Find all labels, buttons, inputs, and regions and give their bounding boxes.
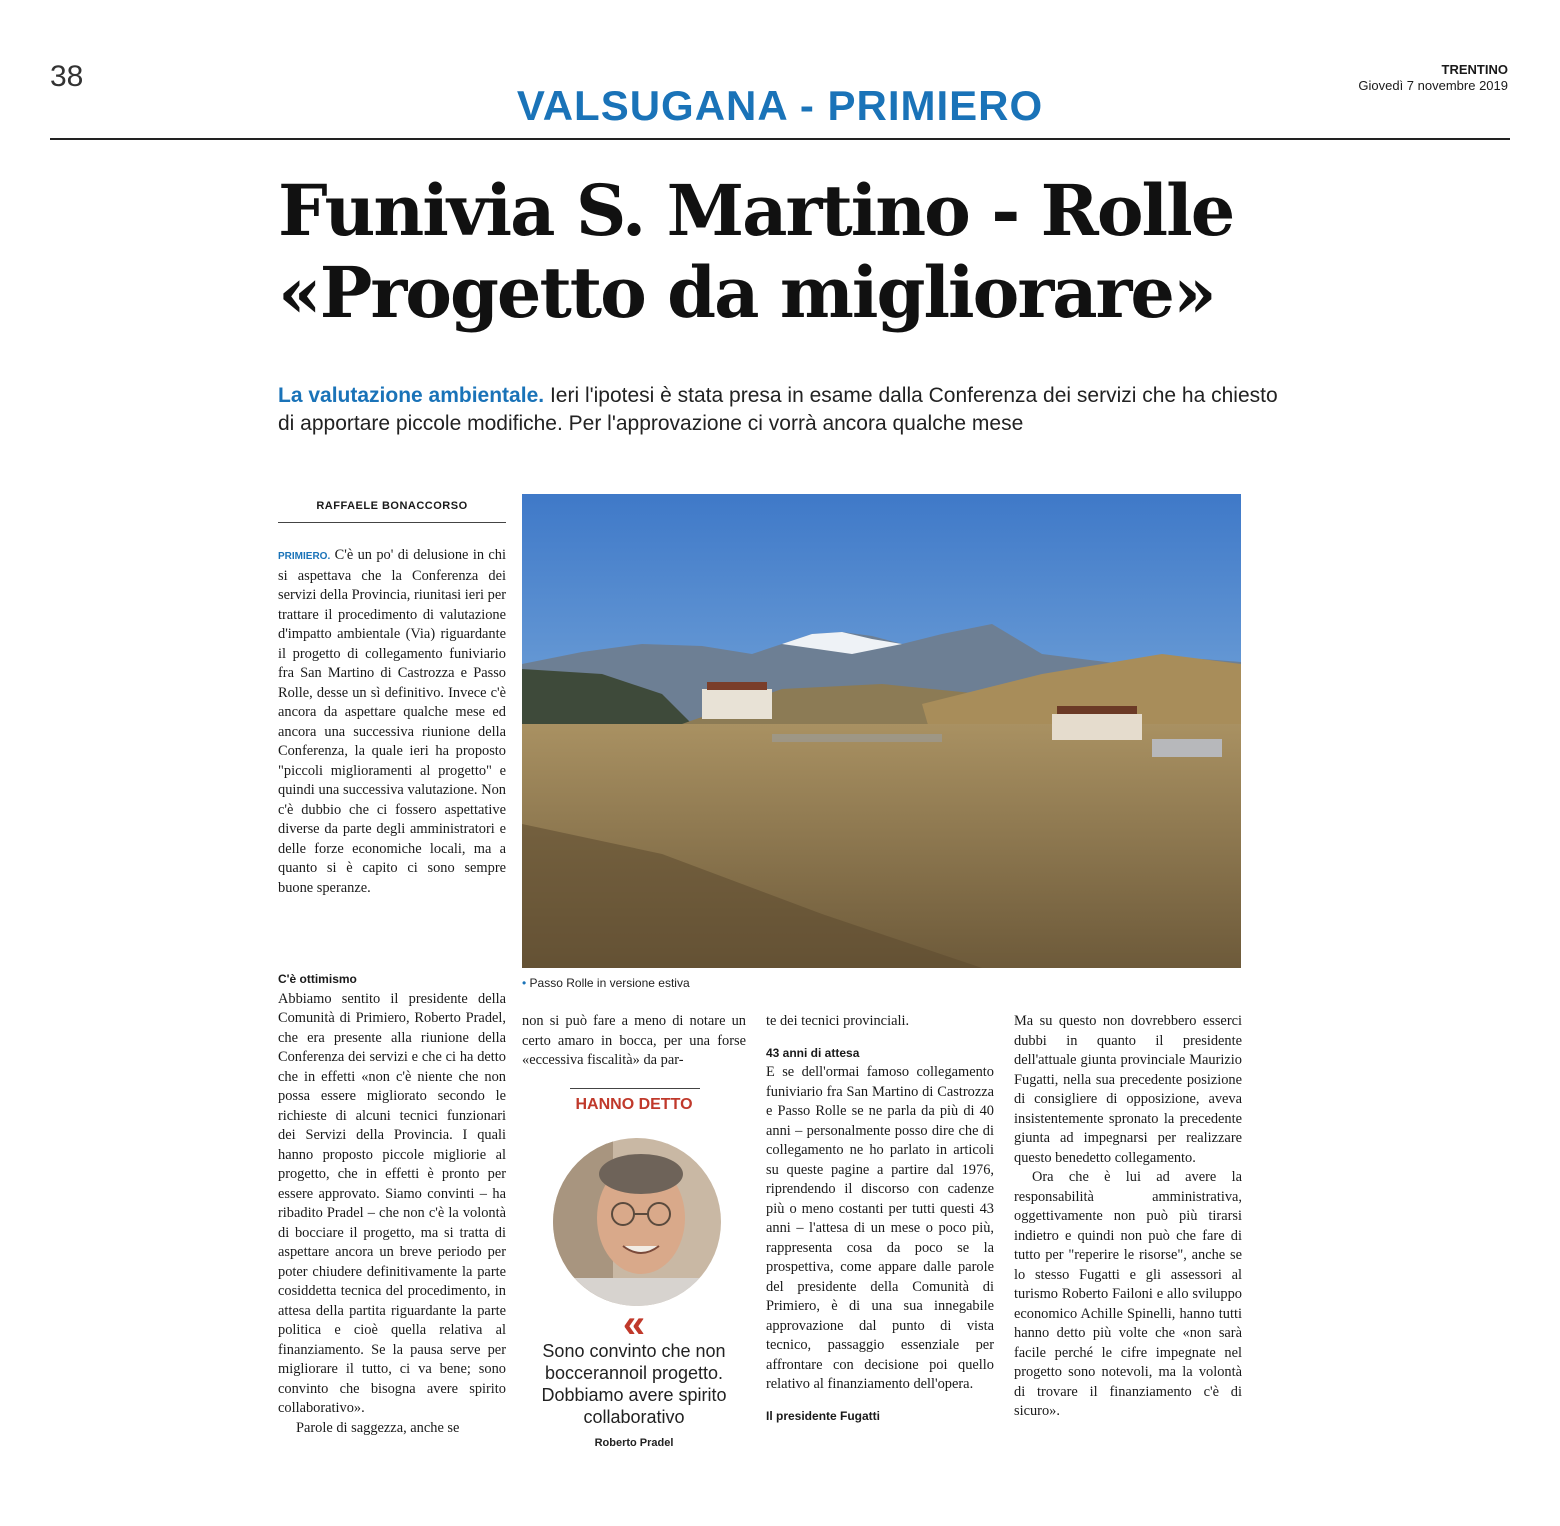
caption-bullet-icon: • — [522, 976, 527, 990]
headline-line-2: «Progetto da migliorare» — [278, 251, 1215, 334]
article-column-1-bottom — [278, 958, 506, 1438]
lead-paragraph — [278, 546, 506, 898]
lead-text: C'è un po' di delusione in chi si aspettava che la Conferenza dei servizi della Provincia, riunitasi ieri per trattare il procedimento di valutazione d'impatto ambientale (Via) riguardante il progetto di collegamento funiviario fra San Martino di Castrozza e Passo Rolle, desse un sì definitivo. Invece c'è ancora da aspettare qualche mese ed ancora una successiva riunione della Conferenza, la quale ieri ha proposto "piccoli miglioramenti al progetto" e quindi una successiva valutazione. Non c'è dubbio che ci fossero aspettative diverse da parte degli amministratori e delle forze economiche locali, ma a quanto si è capito ci sono sempre buone speranze. — [278, 547, 506, 896]
dateline: PRIMIERO. — [278, 551, 331, 562]
quote-text: Sono convinto che non boccerannoil progetto. Dobbiamo avere spirito collaborativo — [541, 1341, 727, 1427]
paragraph-saggezza-start: Parole di saggezza, anche se — [296, 1419, 460, 1436]
header-divider — [50, 138, 1510, 140]
subhead-text: Ieri l'ipotesi è stata presa in esame dalla Conferenza dei servizi che ha chiesto di apportare piccole modifiche. Per l'approvazione ci vorrà ancora qualche mese — [278, 384, 1278, 435]
paragraph-fugatti: Ma su questo non dovrebbero esserci dubbi in quanto il presidente dell'attuale giunta provinciale Maurizio Fugatti, nella sua precedente posizione di consigliere di opposizione, aveva insistentemente spronato la precedente giunta ad impegnarsi per realizzare questo benedetto collegamento. — [1014, 1013, 1242, 1166]
main-photo — [522, 494, 1241, 968]
subheadline — [278, 382, 1278, 438]
byline: RAFFAELE BONACCORSO — [316, 500, 468, 512]
article-column-4 — [1014, 1012, 1242, 1422]
paragraph-responsabilita: Ora che è lui ad avere la responsabilità amministrativa, oggettivamente non può più tirarsi indietro e quindi non può che fare di tutto per "reperire le risorse", anche se lo stesso Fugatti e gli assessori al turismo Roberto Failoni e allo sviluppo economico Achille Spinelli, hanno tutti hanno detto più volte che «non sarà facile perché le cifre impegnate nel progetto sono notevoli, ma la volontà di trovare il finanziamento c'è di sicuro». — [1014, 1169, 1242, 1419]
portrait-image — [553, 1138, 721, 1306]
article-column-2 — [522, 1012, 746, 1071]
quote-box-divider — [570, 1088, 700, 1089]
paragraph-saggezza-continued: non si può fare a meno di notare un certo amaro in bocca, per una forse «eccessiva fiscalità» da par- — [522, 1013, 746, 1068]
page-number: 38 — [50, 60, 84, 93]
article-column-3 — [766, 1012, 994, 1426]
kicker: La valutazione ambientale. — [278, 384, 545, 407]
headline — [278, 170, 1233, 334]
photo-caption — [522, 976, 690, 990]
byline-divider — [278, 522, 506, 523]
landscape-image — [522, 494, 1241, 968]
subtitle-ottimismo: C'è ottimismo — [278, 972, 357, 986]
quote-box-label: HANNO DETTO — [575, 1096, 693, 1113]
publication-date: Giovedì 7 novembre 2019 — [1358, 78, 1508, 93]
quote-author: Roberto Pradel — [594, 1437, 674, 1449]
paragraph-tecnici-end: te dei tecnici provinciali. — [766, 1013, 910, 1029]
paragraph-pradel: Abbiamo sentito il presidente della Comunità di Primiero, Roberto Pradel, che era presente alla riunione della Conferenza dei servizi e che ci ha detto che in effetti «non c'è niente che non possa essere migliorato secondo le richieste di alcuni tecnici funzionari dei Servizi della Provincia. I quali hanno proposto piccole migliorie al progetto, che in effetti è pronto per essere approvato. Siamo convinti – ha ribadito Pradel – che non c'è la volontà di bocciare il progetto, ma si tratta di aspettare ancora un breve periodo per poter chiudere definitivamente la parte cosiddetta tecnica del procedimento, in attesa della partita riguardante la parte politica e cioè quella relativa al finanziamento. Se la pausa serve per migliorare il tutto, ci va bene; sono convinto che bisogna avere spirito collaborativo». — [278, 990, 506, 1416]
portrait-photo — [553, 1138, 721, 1306]
newspaper-name: TRENTINO — [1441, 62, 1508, 77]
subtitle-fugatti: Il presidente Fugatti — [766, 1408, 881, 1423]
paragraph-attesa: E se dell'ormai famoso collegamento funiviario fra San Martino di Castrozza e Passo Rolle se ne parla da più di 40 anni – personalmente posso dire che di collegamento ne ho parlato in articoli su queste pagine a partire dal 1976, riprendendo il discorso con cadenze più o meno costanti per tutti questi 43 anni – l'attesa di un mese o poco più, rappresenta cosa da poco se la prospettiva, come appare dalle parole del presidente della Comunità di Primiero, è di una sua innegabile approvazione dal punto di vista tecnico, passaggio essenziale per affrontare con decisione poi quello relativo al finanziamento dell'opera. — [766, 1064, 994, 1392]
article-column-1-top — [278, 546, 506, 898]
section-title: VALSUGANA - PRIMIERO — [516, 82, 1044, 129]
headline-line-1: Funivia S. Martino - Rolle — [278, 169, 1234, 252]
quote-mark-icon: « — [622, 1302, 646, 1346]
caption-text: Passo Rolle in versione estiva — [529, 976, 690, 990]
subtitle-attesa: 43 anni di attesa — [766, 1045, 860, 1060]
